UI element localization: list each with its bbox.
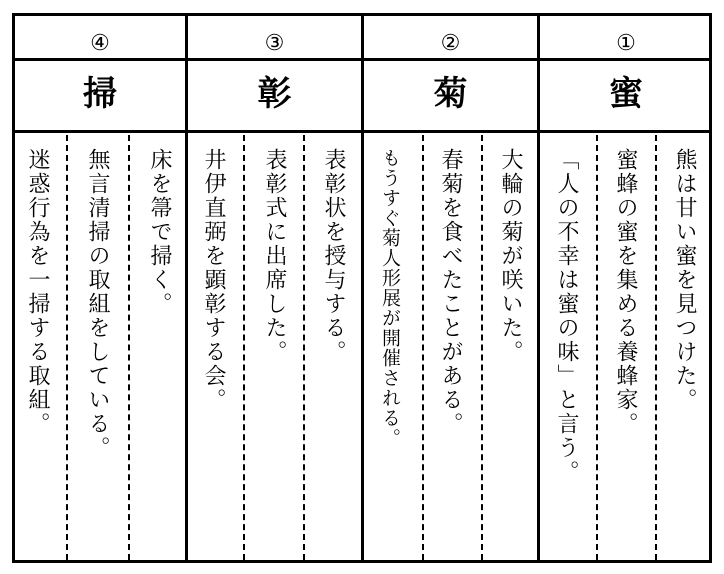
column-number-3: ③ xyxy=(264,31,285,56)
example-sentence-1-2: 蜜蜂の蜜を集める養蜂家。 xyxy=(613,148,638,436)
example-sentence-4-2: 無言清掃の取組をしている。 xyxy=(85,148,110,460)
example-sentence-2-3: もうすぐ菊人形展が開催される。 xyxy=(379,148,401,448)
example-sentence-4-1: 床を箒で掃く。 xyxy=(147,148,172,316)
dashed-divider xyxy=(243,135,245,560)
kanji-heading-2: 菊 xyxy=(433,74,468,114)
example-sentence-1-3: 「人の不幸は蜜の味」と言う。 xyxy=(554,148,579,484)
example-sentence-4-3: 迷惑行為を一掃する取組。 xyxy=(25,148,50,436)
dashed-divider xyxy=(303,135,305,560)
column-number-4: ④ xyxy=(90,31,110,56)
dashed-divider xyxy=(481,135,483,560)
dashed-divider xyxy=(66,135,68,560)
dashed-divider xyxy=(596,135,598,560)
column-number-1: ① xyxy=(616,31,636,56)
column-number-2: ② xyxy=(440,31,461,56)
example-sentence-1-1: 熊は甘い蜜を見つけた。 xyxy=(672,148,697,412)
example-sentence-3-2: 表彰式に出席した。 xyxy=(262,148,287,364)
example-sentence-2-1: 大輪の菊が咲いた。 xyxy=(498,148,523,364)
dashed-divider xyxy=(422,135,424,560)
example-sentence-2-2: 春菊を食べたことがある。 xyxy=(438,148,463,436)
example-sentence-3-3: 井伊直弼を顕彰する会。 xyxy=(201,148,226,412)
kanji-heading-3: 彰 xyxy=(257,74,292,114)
dashed-divider xyxy=(128,135,130,560)
dashed-divider xyxy=(655,135,657,560)
kanji-heading-4: 掃 xyxy=(83,74,117,114)
kanji-heading-1: 蜜 xyxy=(609,74,643,114)
example-sentence-3-1: 表彰状を授与する。 xyxy=(321,148,346,364)
